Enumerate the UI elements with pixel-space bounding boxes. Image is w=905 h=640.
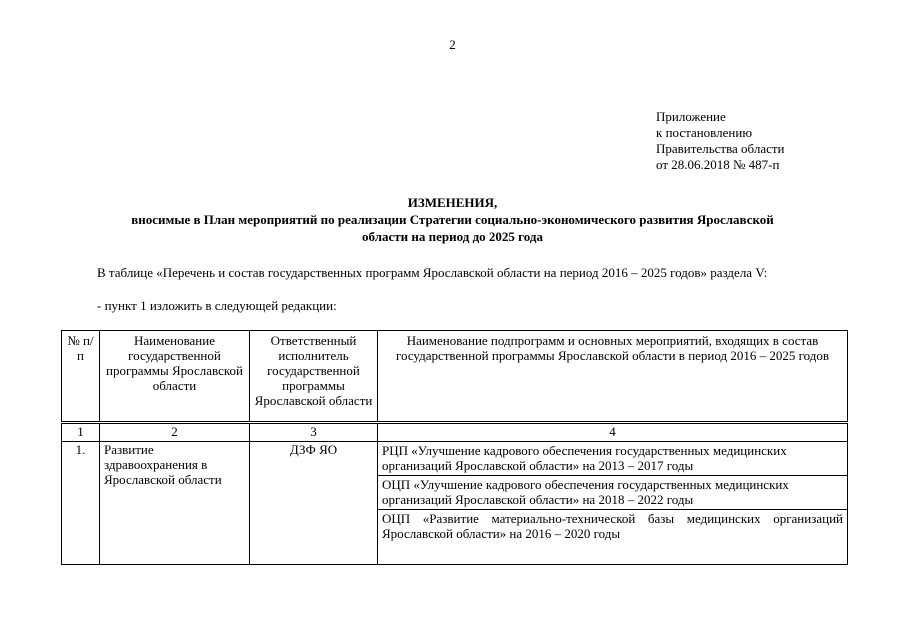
page-number: 2 <box>449 37 456 52</box>
intro-paragraph: В таблице «Перечень и состав государственных программ Ярославской области на период 2016 – 2025 годов» раздела V: <box>97 265 768 280</box>
row-executor: ДЗФ ЯО <box>250 442 378 565</box>
column-number: 3 <box>250 423 378 442</box>
appendix-line: к постановлению <box>656 125 753 140</box>
programs-table <box>61 330 848 565</box>
header-executor: Ответственный исполнитель государственной программы Ярославской области <box>250 331 378 423</box>
table-header-row <box>62 331 848 423</box>
row-subprograms <box>378 442 848 565</box>
subprogram-item: ОЦП «Улучшение кадрового обеспечения государственных медицинских организаций Ярославской области» на 2018 – 2022 годы <box>378 476 847 510</box>
appendix-line: Правительства области <box>656 141 785 156</box>
appendix-line: Приложение <box>656 109 726 124</box>
subprogram-item: ОЦП «Развитие материально-технической базы медицинских организаций Ярославской области» на 2016 – 2020 годы <box>382 511 843 541</box>
document-title: ИЗМЕНЕНИЯ, <box>407 195 498 210</box>
subprogram-item: РЦП «Улучшение кадрового обеспечения государственных медицинских организаций Ярославской области» на 2013 – 2017 годы <box>378 442 847 476</box>
header-program-name: Наименование государственной программы Ярославской области <box>100 331 250 423</box>
appendix-line: от 28.06.2018 № 487-п <box>656 157 780 172</box>
table-row <box>62 442 848 565</box>
document-subtitle-line: вносимые в План мероприятий по реализации Стратегии социально-экономического развития Ярославской <box>131 212 774 227</box>
row-num: 1. <box>62 442 100 565</box>
column-number: 4 <box>378 423 848 442</box>
document-subtitle <box>60 211 845 245</box>
column-numbers-row <box>62 423 848 442</box>
column-number: 1 <box>62 423 100 442</box>
header-subprograms: Наименование подпрограмм и основных мероприятий, входящих в состав государственной программы Ярославской области в период 2016 – 2025 годов <box>378 331 848 423</box>
row-program-name: Развитие здравоохранения в Ярославской области <box>100 442 250 565</box>
header-num: № п/п <box>62 331 100 423</box>
document-subtitle-line: области на период до 2025 года <box>362 229 543 244</box>
instruction-paragraph: - пункт 1 изложить в следующей редакции: <box>97 298 337 313</box>
column-number: 2 <box>100 423 250 442</box>
appendix-block <box>656 109 785 173</box>
